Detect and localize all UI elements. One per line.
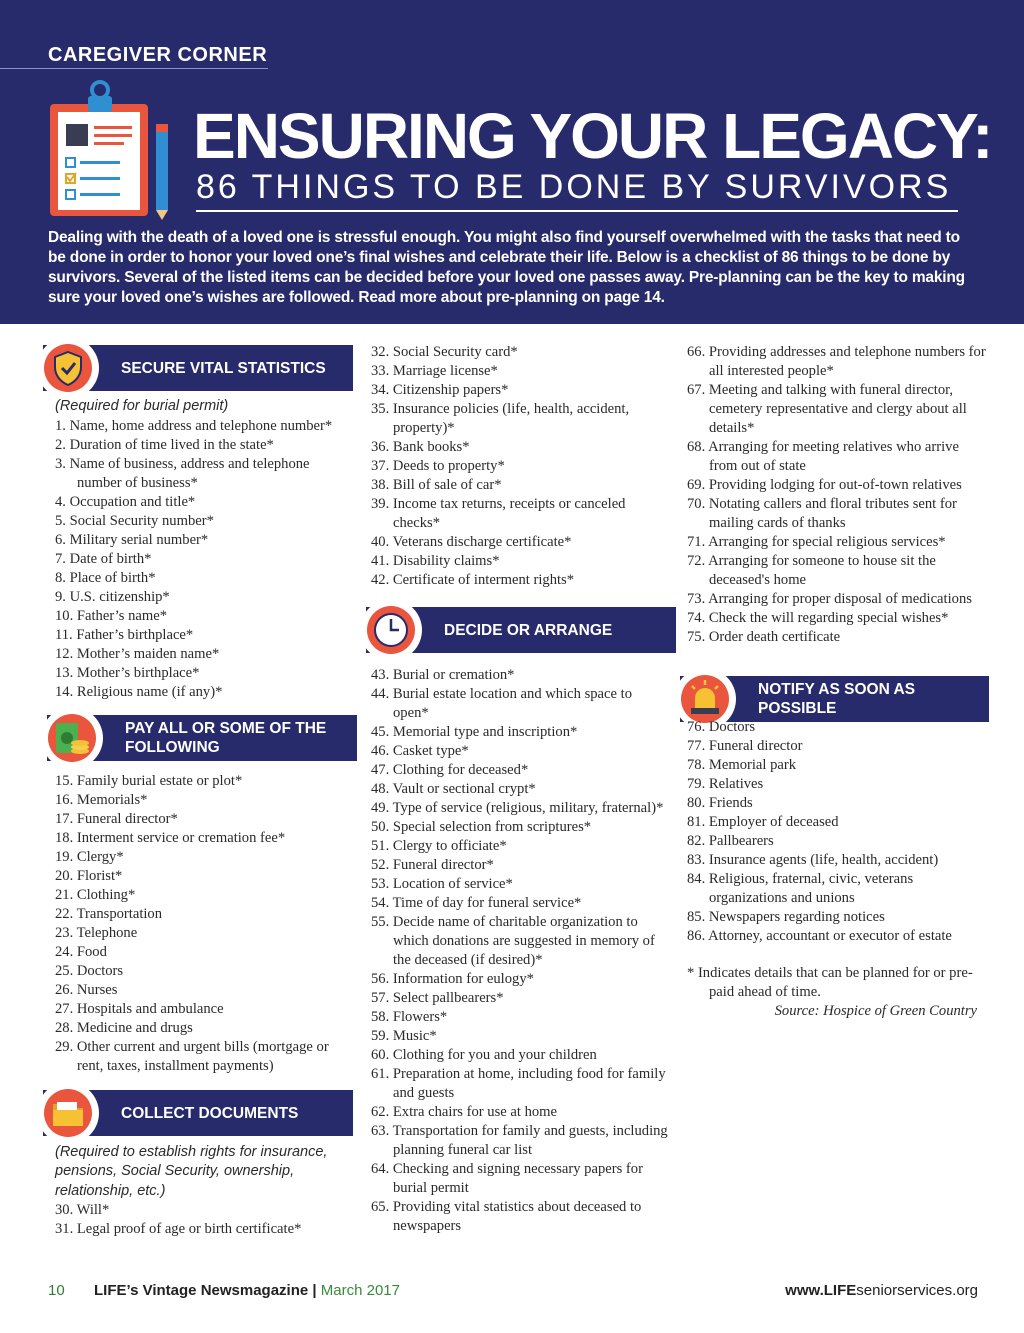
banner-label-line1: PAY ALL OR SOME OF THE — [125, 720, 327, 737]
list-item: 40. Veterans discharge certificate* — [371, 534, 572, 550]
list-item: 58. Flowers* — [371, 1009, 448, 1025]
banner-label: DECIDE OR ARRANGE — [444, 621, 613, 639]
banner-label-line2: FOLLOWING — [125, 739, 220, 756]
banner-label: SECURE VITAL STATISTICS — [121, 359, 326, 377]
list-item: 55. Decide name of charitable organization to which donations are suggested in memory of the deceased (if desired)* — [371, 914, 655, 968]
list-item: 22. Transportation — [55, 905, 163, 922]
list-item: 67. Meeting and talking with funeral director, cemetery representative and clergy about all details* — [687, 382, 967, 436]
list-item: 64. Checking and signing necessary papers for burial permit — [371, 1161, 643, 1196]
list-item: 2. Duration of time lived in the state* — [55, 436, 274, 453]
notify-list — [687, 718, 987, 946]
decide-list-a — [371, 666, 671, 1236]
page-number: 10 — [48, 1282, 65, 1299]
list-item: 19. Clergy* — [55, 848, 124, 865]
list-item: 41. Disability claims* — [371, 553, 500, 569]
banner-secure-vital-statistics — [43, 345, 353, 391]
list-item: 59. Music* — [371, 1028, 437, 1044]
list-item: 35. Insurance policies (life, health, accident, property)* — [371, 401, 630, 436]
list-item: 26. Nurses — [55, 981, 118, 998]
vital-list — [55, 417, 355, 702]
website-rest: seniorservices.org — [856, 1282, 978, 1299]
list-item: 66. Providing addresses and telephone numbers for all interested people* — [687, 344, 986, 379]
kicker-rule — [0, 68, 268, 69]
list-item: 4. Occupation and title* — [55, 493, 196, 510]
issue-month: March 2017 — [320, 1282, 400, 1299]
magazine-name — [94, 1282, 400, 1299]
column-2 — [371, 343, 671, 1236]
list-item: 18. Interment service or cremation fee* — [55, 829, 286, 846]
list-item: 56. Information for eulogy* — [371, 971, 534, 987]
column-3 — [687, 343, 987, 1021]
list-item: 30. Will* — [55, 1202, 110, 1218]
list-item: 7. Date of birth* — [55, 550, 152, 567]
subtitle-rule — [196, 210, 958, 212]
list-item: 39. Income tax returns, receipts or canceled checks* — [371, 496, 626, 531]
list-item: 78. Memorial park — [687, 757, 797, 773]
list-item: 46. Casket type* — [371, 743, 469, 759]
list-item: 69. Providing lodging for out-of-town relatives — [687, 477, 962, 493]
list-item: 20. Florist* — [55, 867, 123, 884]
list-item: 12. Mother’s maiden name* — [55, 645, 220, 662]
list-item: 60. Clothing for you and your children — [371, 1047, 597, 1063]
list-item: 65. Providing vital statistics about deceased to newspapers — [371, 1199, 642, 1234]
clipboard-checklist-icon — [48, 78, 178, 220]
page-title: ENSURING YOUR LEGACY: — [193, 100, 992, 172]
list-item: 80. Friends — [687, 795, 753, 811]
list-item: 61. Preparation at home, including food for family and guests — [371, 1066, 666, 1101]
list-item: 21. Clothing* — [55, 886, 136, 903]
collect-note: (Required to establish rights for insurance, pensions, Social Security, ownership, relationship, etc.) — [55, 1143, 328, 1199]
list-item: 42. Certificate of interment rights* — [371, 572, 575, 588]
list-item: 83. Insurance agents (life, health, accident) — [687, 852, 939, 868]
website-link[interactable] — [785, 1282, 978, 1299]
list-item: 52. Funeral director* — [371, 857, 494, 873]
list-item: 10. Father’s name* — [55, 607, 167, 624]
banner-label: NOTIFY AS SOON AS POSSIBLE — [758, 681, 916, 717]
list-item: 53. Location of service* — [371, 876, 513, 892]
list-item: 62. Extra chairs for use at home — [371, 1104, 558, 1120]
list-item: 79. Relatives — [687, 776, 764, 792]
list-item: 15. Family burial estate or plot* — [55, 772, 243, 789]
list-item: 28. Medicine and drugs — [55, 1019, 193, 1036]
list-item: 54. Time of day for funeral service* — [371, 895, 582, 911]
list-item: 25. Doctors — [55, 962, 124, 979]
footnote: * Indicates details that can be planned for or pre-paid ahead of time. — [687, 965, 973, 1000]
list-item: 47. Clothing for deceased* — [371, 762, 529, 778]
list-item: 45. Memorial type and inscription* — [371, 724, 578, 740]
list-item: 82. Pallbearers — [687, 833, 774, 849]
list-item: 34. Citizenship papers* — [371, 382, 509, 398]
list-item: 49. Type of service (religious, military, fraternal)* — [371, 800, 664, 816]
list-item: 71. Arranging for special religious services* — [687, 534, 946, 550]
list-item: 8. Place of birth* — [55, 569, 156, 586]
collect-list-b — [371, 343, 671, 590]
list-item: 9. U.S. citizenship* — [55, 588, 170, 605]
list-item: 74. Check the will regarding special wishes* — [687, 610, 949, 626]
intro-paragraph: Dealing with the death of a loved one is stressful enough. You might also find yourself overwhelmed with the tasks that need to be done in order to honor your loved one’s final wishes and celebrate their life. Below is a checklist of 86 things to be done by survivors. Several of the listed items can be decided before your loved one passes away. Pre-planning can be the key to making sure your loved one’s wishes are followed. Read more about pre-planning on page 14. — [48, 229, 965, 306]
list-item: 81. Employer of deceased — [687, 814, 839, 830]
magazine-title: LIFE’s Vintage Newsmagazine | — [94, 1282, 317, 1299]
banner-label: COLLECT DOCUMENTS — [121, 1104, 299, 1122]
list-item: 1. Name, home address and telephone number* — [55, 417, 333, 434]
list-item: 77. Funeral director — [687, 738, 803, 754]
list-item: 5. Social Security number* — [55, 512, 214, 529]
list-item: 29. Other current and urgent bills (mortgage or rent, taxes, installment payments) — [55, 1038, 329, 1074]
list-item: 37. Deeds to property* — [371, 458, 505, 474]
page-footer — [48, 1282, 978, 1299]
list-item: 85. Newspapers regarding notices — [687, 909, 885, 925]
decide-list-b — [687, 343, 987, 647]
pay-list — [55, 772, 355, 1076]
website-bold: www.LIFE — [785, 1282, 857, 1299]
list-item: 73. Arranging for proper disposal of medications — [687, 591, 972, 607]
list-item: 17. Funeral director* — [55, 810, 178, 827]
list-item: 68. Arranging for meeting relatives who arrive from out of state — [687, 439, 959, 474]
list-item: 6. Military serial number* — [55, 531, 209, 548]
list-item: 13. Mother’s birthplace* — [55, 664, 200, 681]
list-item: 51. Clergy to officiate* — [371, 838, 507, 854]
list-item: 84. Religious, fraternal, civic, veterans organizations and unions — [687, 871, 914, 906]
list-item: 16. Memorials* — [55, 791, 148, 808]
list-item: 75. Order death certificate — [687, 629, 841, 645]
list-item: 3. Name of business, address and telephone number of business* — [55, 455, 310, 491]
list-item: 23. Telephone — [55, 924, 138, 941]
list-item: 86. Attorney, accountant or executor of estate — [687, 928, 952, 944]
column-1 — [55, 397, 355, 1239]
list-item: 63. Transportation for family and guests, including planning funeral car list — [371, 1123, 668, 1158]
list-item: 44. Burial estate location and which space to open* — [371, 686, 632, 721]
list-item: 24. Food — [55, 943, 107, 960]
list-item: 31. Legal proof of age or birth certificate* — [55, 1221, 302, 1237]
list-item: 43. Burial or cremation* — [371, 667, 515, 683]
list-item: 38. Bill of sale of car* — [371, 477, 502, 493]
list-item: 50. Special selection from scriptures* — [371, 819, 592, 835]
collect-list-a — [55, 1201, 355, 1239]
page-subtitle: 86 THINGS TO BE DONE BY SURVIVORS — [196, 168, 952, 206]
list-item: 48. Vault or sectional crypt* — [371, 781, 536, 797]
list-item: 27. Hospitals and ambulance — [55, 1000, 224, 1017]
list-item: 76. Doctors — [687, 719, 756, 735]
vital-note: (Required for burial permit) — [55, 398, 229, 414]
list-item: 11. Father’s birthplace* — [55, 626, 194, 643]
list-item: 57. Select pallbearers* — [371, 990, 504, 1006]
shield-check-icon — [37, 337, 99, 399]
list-item: 14. Religious name (if any)* — [55, 683, 223, 700]
list-item: 32. Social Security card* — [371, 344, 518, 360]
list-item: 70. Notating callers and floral tributes sent for mailing cards of thanks — [687, 496, 957, 531]
list-item: 36. Bank books* — [371, 439, 470, 455]
source-credit: Source: Hospice of Green Country — [774, 1003, 977, 1019]
header-band — [0, 0, 1024, 324]
section-kicker: CAREGIVER CORNER — [48, 44, 268, 66]
list-item: 33. Marriage license* — [371, 363, 498, 379]
list-item: 72. Arranging for someone to house sit the deceased's home — [687, 553, 936, 588]
